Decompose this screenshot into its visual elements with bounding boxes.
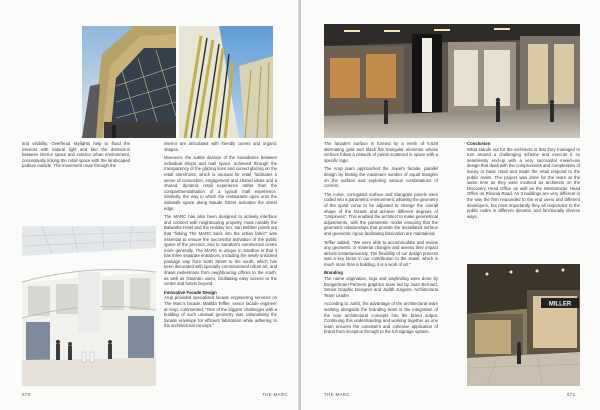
section-heading: Conclusion <box>467 141 491 146</box>
store-sign-text: MILLER <box>548 301 572 308</box>
body-paragraph: The Arup team approached the Jewel's facade, parallel design by finding the maximum number of equal triangles on the surface and exploring various combinations of corners. <box>324 166 438 189</box>
section-heading: Branding <box>324 270 343 276</box>
tower-facade-photo-right <box>179 26 273 138</box>
body-paragraph: Teffler added, "We were able to accommodate and review any geometric or material changes and assess their impact almost instantaneously. The flexibility of our design process was a key factor in our contribution to the Jewel, which is much more than a building, it is a work of art." <box>324 239 438 267</box>
right-page-column-1 <box>324 141 438 338</box>
page-number: 570 <box>22 392 31 397</box>
publication-title: THE MARC <box>324 392 350 397</box>
body-paragraph: Moreover, the subtle division of the boundaries between individual shops and mall space, achieved through the transparency of the glazing lines and curved glazing on the retail storefronts, which is unusual for retail, facilitates a sense of connection, engagement and shared ideas and a shared, dynamic retail experience rather than the compartmentalisation of a typical mall experience. Similarly, the way in which the restaurants open onto the sidewalk space along Maude Street activates the street edge. <box>164 155 277 211</box>
body-paragraph: The name origination, logo and wayfinding were done by Boogertman+Partners graphics team led by Juan Bernard, Senior Graphic Designer and Judith Jurgens, Architectural Team Leader. <box>324 276 438 298</box>
mall-interior-photo <box>22 226 156 386</box>
running-footer-right <box>324 392 350 397</box>
mall-walkway-illustration <box>467 264 580 386</box>
body-paragraph: According to Jurith, the advantage of the architectural team working alongside the branding team is the integration of the core architectural concepts into the brand output. Continuing this understanding and working together as one team ensures the consistent and cohesive application of brand from inception through to the full signage system. <box>324 301 438 335</box>
page-number-right <box>567 392 575 397</box>
body-paragraph: and visibility. Overhead skylights help to flood the interiors with natural light and blur the distinction between interior space and exterior urban environment, conceptually linking the retail space with the landscaped podium outside. The movement route through the <box>22 141 130 169</box>
page-number-left <box>22 392 30 397</box>
publication-title: THE MARC <box>262 392 288 397</box>
left-page-column-2 <box>164 141 277 332</box>
sky-facade-illustration <box>179 26 273 138</box>
left-page <box>0 0 299 410</box>
right-page-column-2 <box>467 141 580 222</box>
tower-facade-photo-left <box>82 26 176 138</box>
body-paragraph: The curve, corrugated surface and triangular panels were coded into a parametric environment, allowing the geometry of the spiral curve to be adjusted to change the overall shape of the facade and achieve different degrees of "crispiness". This enabled the architect to make geometrical adjustments, with the parametric model ensuring that the geometric relationships that provide the tessellated surface and geometric rigour facilitating fabrication are maintained. <box>324 191 438 236</box>
body-paragraph: Arup provided specialised facade engineering services on The Marc's facade. Matilda Teffler, senior facade engineer at Arup, commented, "One of the biggest challenges with a building of such unusual geometry was rationalising the facade envelope for efficient fabrication while adhering to the architectural concept." <box>164 295 277 329</box>
page-number: 571 <box>567 392 576 397</box>
left-page-column-1 <box>22 141 130 172</box>
body-paragraph: The facade's surface is formed by a mesh of 5,628 alternating gold and black flat triangular elements whose vertices follow a network of points scattered in space with a specific logic. <box>324 141 438 163</box>
running-footer-left <box>262 392 288 397</box>
mall-walkway-photo <box>467 264 580 386</box>
shopping-street-illustration <box>324 24 580 138</box>
mall-atrium-illustration <box>22 226 156 386</box>
body-paragraph: interior are articulated with friendly curves and organic shapes. <box>164 141 277 152</box>
tower-facade-illustration <box>82 26 176 138</box>
right-page <box>301 0 600 410</box>
body-paragraph: The MARC has also been designed to actively interface and connect with neighbouring property, most notably the Balwarka Hotel and the Holiday Inn. Van Bebber points out that "linking The MARC back into the urban fabric" was essential to ensure the successful activation of the public space of the precinct, and to Sandton's commercial centre more generally. The MARC is unique in Sandton in that it has three separate entrances, including the newly unlocked passage way from Sixth Street to the south, which has been decorated with specially commissioned urban art, and draws pedestrians from neighbouring offices to the south, as well as Gautrain users, facilitating easy access to the centre and hotels beyond. <box>164 214 277 287</box>
body-paragraph: What stands out for the architects is that they managed to turn around a challenging scheme and execute it so seamlessly end-up with a very successful mixed-use design that dealt with the compromises and complexities of luxury or basic retail and made the retail respond to the public realm. The project was done for the team at the same time as they were involved as architects on the Discovery Head Office as well as the Westminster Head Office on Rivonia Road. As 3 buildings are very different in the way the firm responded to the end users and different developers, but most importantly they all responded to the public realm in different dynamic and functionally diverse ways. <box>467 146 580 219</box>
shopping-street-photo <box>324 24 580 138</box>
section-heading: Innovative Facade Design <box>164 289 217 295</box>
